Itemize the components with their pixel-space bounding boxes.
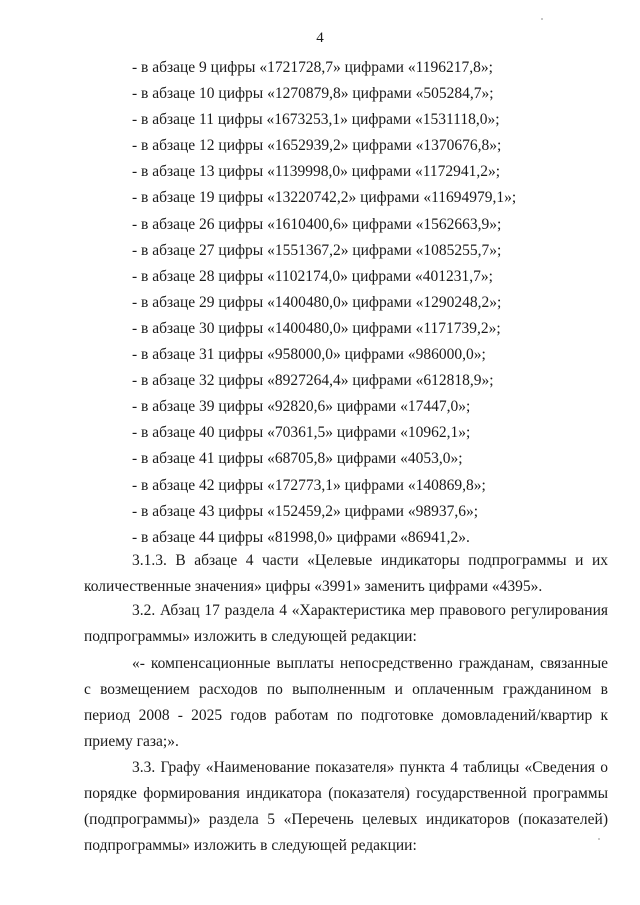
scan-speck <box>541 18 543 20</box>
list-item: - в абзаце 42 цифры «172773,1» цифрами «140869,8»; <box>132 476 486 494</box>
list-item: - в абзаце 44 цифры «81998,0» цифрами «86941,2». <box>132 528 470 546</box>
page-number: 4 <box>316 30 324 46</box>
paragraph-3-3: 3.3. Графу «Наименование показателя» пункта 4 таблицы «Сведения о порядке формирования индикатора (показателя) государственной программы (подпрограммы)» раздела 5 «Перечень целевых индикаторов (показателей) подпрограммы» изложить в следующей редакции: <box>84 759 608 854</box>
list-item: - в абзаце 26 цифры «1610400,6» цифрами «1562663,9»; <box>132 215 502 233</box>
list-item: - в абзаце 29 цифры «1400480,0» цифрами «1290248,2»; <box>132 293 502 311</box>
list-item: - в абзаце 39 цифры «92820,6» цифрами «17447,0»; <box>132 398 471 416</box>
list-item: - в абзаце 28 цифры «1102174,0» цифрами «401231,7»; <box>132 267 493 285</box>
list-item: - в абзаце 13 цифры «1139998,0» цифрами «1172941,2»; <box>132 163 501 181</box>
quoted-paragraph: «- компенсационные выплаты непосредственно гражданам, связанные с возмещением расходов по выполненным и оплаченным гражданином в период 2008 - 2025 годов работам по подготовке домовладений/квартир к приему газа;». <box>84 655 608 750</box>
list-item: - в абзаце 12 цифры «1652939,2» цифрами «1370676,8»; <box>132 137 502 155</box>
scan-speck <box>598 838 600 840</box>
list-item: - в абзаце 40 цифры «70361,5» цифрами «10962,1»; <box>132 424 471 442</box>
list-item: - в абзаце 11 цифры «1673253,1» цифрами «1531118,0»; <box>132 111 500 129</box>
list-item: - в абзаце 10 цифры «1270879,8» цифрами «505284,7»; <box>132 85 494 103</box>
paragraph-3-2: 3.2. Абзац 17 раздела 4 «Характеристика мер правового регулирования подпрограммы» изложить в следующей редакции: <box>84 602 608 645</box>
list-item: - в абзаце 30 цифры «1400480,0» цифрами «1171739,2»; <box>132 319 501 337</box>
list-item: - в абзаце 43 цифры «152459,2» цифрами «98937,6»; <box>132 502 479 520</box>
list-item: - в абзаце 32 цифры «8927264,4» цифрами «612818,9»; <box>132 372 494 390</box>
amendment-list <box>132 55 516 551</box>
paragraph-3-1-3: 3.1.3. В абзаце 4 части «Целевые индикаторы подпрограммы и их количественные значения» цифры «3991» заменить цифрами «4395». <box>84 552 608 595</box>
list-item: - в абзаце 31 цифры «958000,0» цифрами «986000,0»; <box>132 346 486 364</box>
list-item: - в абзаце 19 цифры «13220742,2» цифрами «11694979,1»; <box>132 189 517 207</box>
list-item: - в абзаце 41 цифры «68705,8» цифрами «4053,0»; <box>132 450 463 468</box>
list-item: - в абзаце 27 цифры «1551367,2» цифрами «1085255,7»; <box>132 241 502 259</box>
list-item: - в абзаце 9 цифры «1721728,7» цифрами «1196217,8»; <box>132 59 493 76</box>
